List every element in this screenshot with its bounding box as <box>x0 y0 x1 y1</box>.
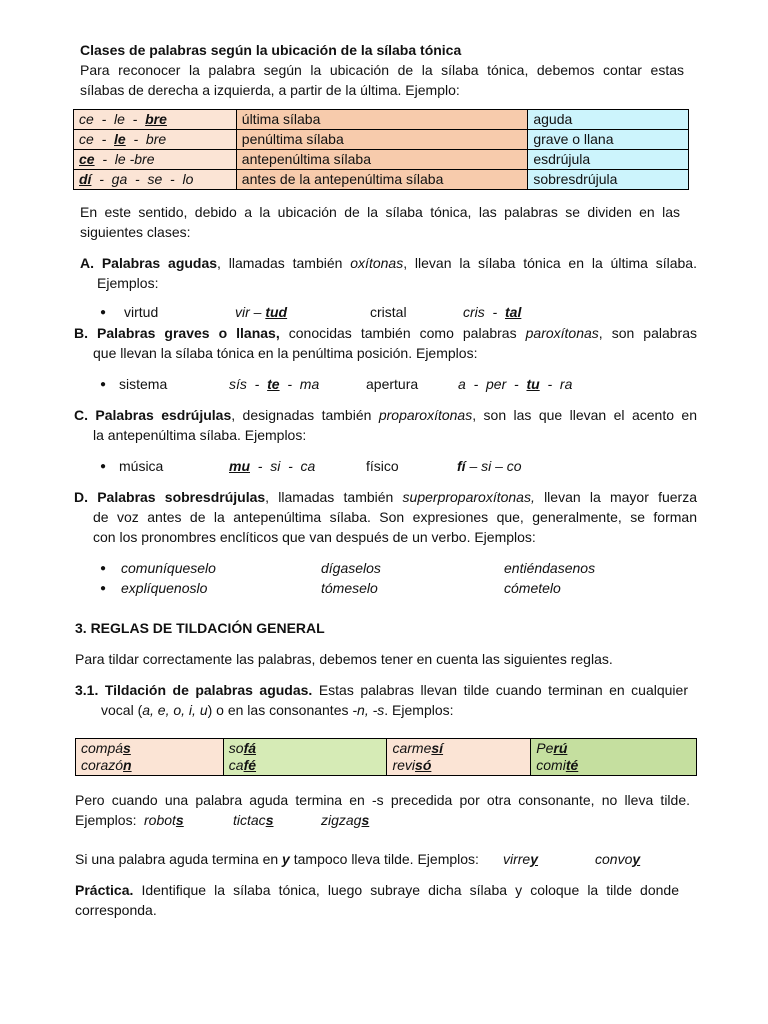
rule-31-line-1: 3.1. Tildación de palabras agudas. Estas palabras llevan tilde cuando terminan en cualquier <box>75 682 688 698</box>
syllable-cell: dí - ga - se - lo <box>74 170 237 190</box>
position-cell: antepenúltima sílaba <box>236 150 528 170</box>
intro-line-1: Para reconocer la palabra según la ubicación de la sílaba tónica, debemos contar estas <box>80 62 684 78</box>
aguda-example-cell: Perú comité <box>531 739 697 776</box>
example-word: convoy <box>595 851 641 867</box>
bullet-icon: ● <box>100 461 107 472</box>
bullet-icon: ● <box>100 307 107 318</box>
esdrujulas-paragraph-line-2: la antepenúltima sílaba. Ejemplos: <box>93 427 307 443</box>
example-syllables: mu - si - ca <box>229 458 316 474</box>
sobresdrujula-word: cómetelo <box>504 580 561 596</box>
practica-line-1: Práctica. Identifique la sílaba tónica, luego subraye dicha sílaba y coloque la tilde donde <box>75 882 679 898</box>
syllable-cell: ce - le - bre <box>74 130 237 150</box>
agudas-tilde-table <box>75 738 697 776</box>
section-3-title: 3. REGLAS DE TILDACIÓN GENERAL <box>75 620 325 636</box>
sobresdrujula-word: dígaselos <box>321 560 381 576</box>
pero-line-1: Pero cuando una palabra aguda termina en -s precedida por otra consonante, no lleva tilde. <box>75 792 690 808</box>
aguda-example-cell: compás corazón <box>76 739 224 776</box>
example-syllables: cris - tal <box>463 304 522 320</box>
esdrujulas-paragraph-line-1: C. Palabras esdrújulas, designadas también proparoxítonas, son las que llevan el acento en <box>74 407 697 423</box>
aguda-example-cell: sofá café <box>223 739 387 776</box>
type-cell: grave o llana <box>528 130 689 150</box>
sobresdrujula-word: comuníqueselo <box>121 560 216 576</box>
rule-31-line-2: vocal (a, e, o, i, u) o en las consonantes -n, -s. Ejemplos: <box>101 702 454 718</box>
example-syllables: a - per - tu - ra <box>458 376 573 392</box>
accent-position-table <box>73 109 689 190</box>
type-cell: esdrújula <box>528 150 689 170</box>
table-row <box>74 110 689 130</box>
example-syllables: sís - te - ma <box>229 376 320 392</box>
sobresdrujula-word: explíquenoslo <box>121 580 208 596</box>
pero-line-2-label: Ejemplos: <box>75 812 137 828</box>
syllable-cell: ce - le -bre <box>74 150 237 170</box>
syllable-cell: ce - le - bre <box>74 110 237 130</box>
agudas-paragraph-line-2: Ejemplos: <box>97 275 159 291</box>
sobres-paragraph-line-2: de voz antes de la antepenúltima sílaba. Son expresiones que, generalmente, se forman <box>93 509 697 525</box>
sobres-paragraph-line-3: con los pronombres enclíticos que van después de un verbo. Ejemplos: <box>93 529 536 545</box>
position-cell: antes de la antepenúltima sílaba <box>236 170 528 190</box>
graves-paragraph-line-2: que llevan la sílaba tónica en la penúltima posición. Ejemplos: <box>93 345 478 361</box>
example-word: música <box>119 458 164 474</box>
example-word: virtud <box>124 304 159 320</box>
section-3-text: Para tildar correctamente las palabras, debemos tener en cuenta las siguientes reglas. <box>75 651 613 667</box>
position-cell: última sílaba <box>236 110 528 130</box>
table-row <box>74 130 689 150</box>
type-cell: sobresdrújula <box>528 170 689 190</box>
bullet-icon: ● <box>100 563 107 574</box>
table-row <box>74 150 689 170</box>
example-word: físico <box>366 458 399 474</box>
graves-paragraph-line-1: B. Palabras graves o llanas, conocidas también como palabras paroxítonas, son palabras <box>74 325 697 341</box>
example-word: virrey <box>503 851 539 867</box>
example-word: cristal <box>370 304 407 320</box>
sobres-paragraph-line-1: D. Palabras sobresdrújulas, llamadas también superproparoxítonas, llevan la mayor fuerza <box>74 489 697 505</box>
practica-line-2: corresponda. <box>75 902 157 918</box>
type-cell: aguda <box>528 110 689 130</box>
sobresdrujula-word: tómeselo <box>321 580 378 596</box>
sentido-line-1: En este sentido, debido a la ubicación de la sílaba tónica, las palabras se dividen en las <box>80 204 680 220</box>
position-cell: penúltima sílaba <box>236 130 528 150</box>
example-syllables: vir – tud <box>235 304 288 320</box>
section-title: Clases de palabras según la ubicación de la sílaba tónica <box>80 42 462 58</box>
sentido-line-2: siguientes clases: <box>80 224 191 240</box>
sobresdrujula-word: entiéndasenos <box>504 560 596 576</box>
example-word: sistema <box>119 376 168 392</box>
bullet-icon: ● <box>100 379 107 390</box>
example-word: tictacs <box>233 812 274 828</box>
aguda-example-cell: carmesí revisó <box>387 739 531 776</box>
agudas-paragraph-line-1: A. Palabras agudas, llamadas también oxítonas, llevan la sílaba tónica en la última sílaba. <box>80 255 697 271</box>
example-syllables: fí – si – co <box>457 458 522 474</box>
table-row <box>74 170 689 190</box>
bullet-icon: ● <box>100 583 107 594</box>
example-word: apertura <box>366 376 419 392</box>
intro-line-2: sílabas de derecha a izquierda, a partir de la última. Ejemplo: <box>80 82 460 98</box>
example-word: zigzags <box>321 812 370 828</box>
y-rule-text: Si una palabra aguda termina en y tampoco lleva tilde. Ejemplos: <box>75 851 483 867</box>
example-word: robots <box>144 812 184 828</box>
